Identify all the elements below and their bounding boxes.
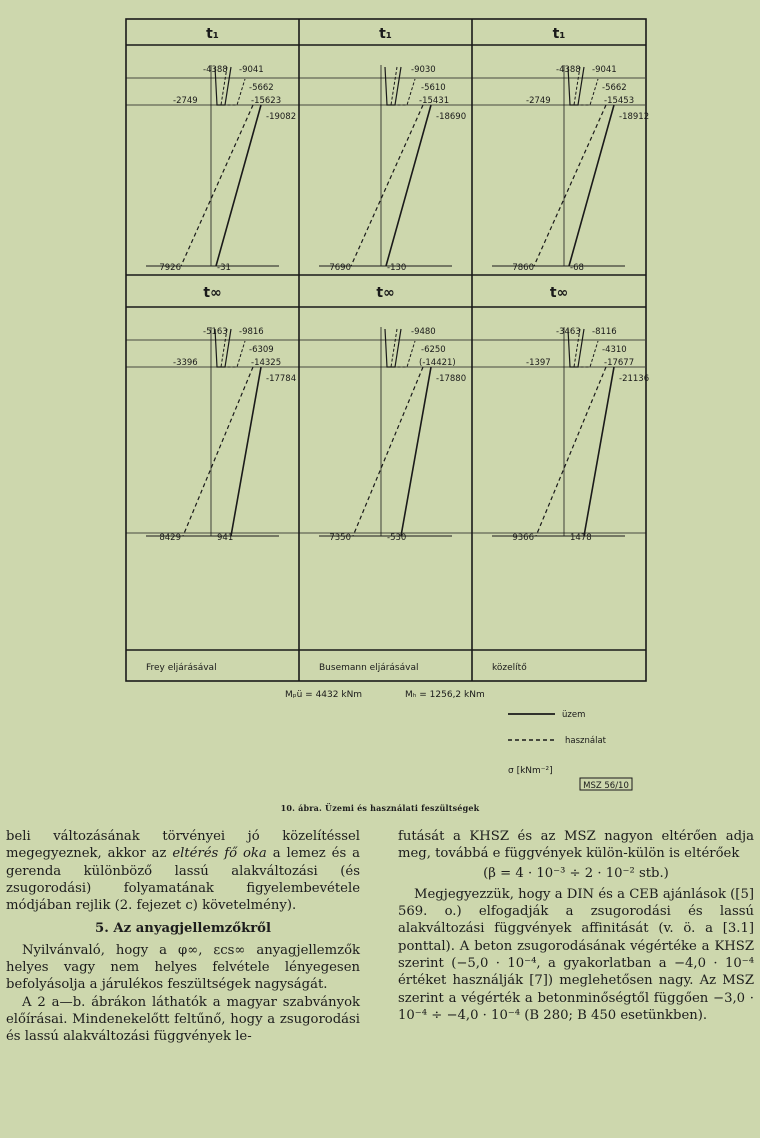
stress-value-label: -21136 bbox=[619, 374, 650, 384]
stress-value-label: -4310 bbox=[602, 345, 627, 355]
legend-label: használat bbox=[565, 736, 606, 746]
beam-stress-solid bbox=[231, 367, 261, 536]
stress-value-label: -19082 bbox=[266, 112, 297, 122]
stress-value-label: -15431 bbox=[419, 96, 450, 106]
stress-value-label: -5163 bbox=[203, 327, 228, 337]
stress-value-label: -6309 bbox=[249, 345, 274, 355]
stress-value-label: -9816 bbox=[239, 327, 264, 337]
panel-header: t∞ bbox=[549, 285, 569, 301]
base-stress-label: 8429 bbox=[159, 533, 181, 543]
beam-stress-solid bbox=[386, 105, 431, 266]
method-label: közelítő bbox=[492, 663, 527, 673]
method-label: Busemann eljárásával bbox=[319, 663, 419, 673]
stress-value-label: -15453 bbox=[604, 96, 635, 106]
base-stress-label: 7860 bbox=[512, 263, 534, 273]
beam-stress-solid bbox=[569, 105, 614, 266]
panels bbox=[126, 65, 649, 543]
stress-value-label: -8116 bbox=[592, 327, 617, 337]
paragraph: Nyilvánvaló, hogy a φ∞, εcs∞ anyagjellemzők helyes vagy nem helyes felvétele lényegesen befolyásolja a járulékos feszültségek nagyságát. bbox=[6, 942, 360, 993]
stress-value-label: -14325 bbox=[251, 358, 282, 368]
stress-value-label: -6250 bbox=[421, 345, 446, 355]
stress-value-label: -4388 bbox=[203, 65, 228, 75]
panel-header: t₁ bbox=[552, 26, 566, 42]
figure-footer bbox=[146, 663, 632, 791]
stress-panel bbox=[126, 327, 299, 543]
stress-panel bbox=[472, 65, 649, 273]
beam-stress-dashed bbox=[534, 105, 606, 266]
stress-value-label: -5662 bbox=[602, 83, 627, 93]
stress-value-label: -9041 bbox=[592, 65, 617, 75]
text-column-left bbox=[6, 828, 360, 1046]
stamp-label: MSZ 56/10 bbox=[583, 781, 629, 791]
stress-panel bbox=[299, 327, 472, 543]
stress-value-label: -9030 bbox=[411, 65, 436, 75]
beam-stress-dashed bbox=[353, 367, 423, 536]
stress-value-label: -15623 bbox=[251, 96, 282, 106]
legend-label: σ [kNm⁻²] bbox=[508, 766, 553, 776]
base-stress-label: 7350 bbox=[329, 533, 351, 543]
beam-stress-dashed bbox=[183, 367, 253, 536]
panel-header: t∞ bbox=[203, 285, 222, 301]
base-stress-label: 9366 bbox=[512, 533, 534, 543]
base-stress-label: 1478 bbox=[570, 533, 592, 543]
stress-value-label: -18690 bbox=[436, 112, 467, 122]
beam-stress-solid bbox=[584, 367, 614, 536]
stress-value-label: -4388 bbox=[556, 65, 581, 75]
moment-label: Mₚü = 4432 kNm bbox=[285, 690, 363, 700]
stress-value-label: (-14421) bbox=[419, 358, 456, 368]
panel-header: t₁ bbox=[379, 26, 392, 42]
slab-stress-solid bbox=[385, 67, 401, 105]
stress-panel bbox=[472, 327, 649, 543]
panel-header: t∞ bbox=[376, 285, 395, 301]
base-stress-label: -130 bbox=[387, 263, 407, 273]
moment-label: Mₕ = 1256,2 kNm bbox=[405, 690, 485, 700]
method-label: Frey eljárásával bbox=[146, 663, 217, 673]
beam-stress-solid bbox=[216, 105, 261, 266]
stress-panel bbox=[126, 65, 299, 273]
stress-value-label: -9041 bbox=[239, 65, 264, 75]
stress-value-label: -5610 bbox=[421, 83, 446, 93]
paragraph: futását a KHSZ és az MSZ nagyon eltérően adja meg, továbbá e függvények külön-külön is eltérőek bbox=[398, 829, 754, 862]
paragraph: A 2 a—b. ábrákon láthatók a magyar szabványok előírásai. Mindenekelőtt feltűnő, hogy a zsugorodási és lassú alakváltozási függvények le- bbox=[6, 994, 360, 1045]
stress-value-label: -5662 bbox=[249, 83, 274, 93]
text-column-right bbox=[398, 828, 754, 1024]
stress-value-label: -2749 bbox=[173, 96, 198, 106]
paragraph: beli változásának törvényei jó közelítéssel megegyeznek, akkor az eltérés fő oka a lemez és a gerenda különböző lassú alakváltozási (és zsugorodási) folyamatának figyelembevétele módjában rejlik (2. fejezet c) követelmény). bbox=[6, 829, 361, 914]
stress-value-label: -17677 bbox=[604, 358, 635, 368]
stress-value-label: -2749 bbox=[526, 96, 551, 106]
stress-value-label: -3463 bbox=[556, 327, 581, 337]
legend-label: üzem bbox=[562, 710, 586, 720]
paragraph: Megjegyezzük, hogy a DIN és a CEB ajánlások ([5] 569. o.) elfogadják a zsugorodási és lassú alakváltozási függvények affinitását (v. ö. a [3.1] ponttal). A beton zsugorodásának végértéke a KHSZ szerint (−5,0 · 10⁻⁴, a gyakorlatban a −4,0 · 10⁻⁴ értéket használják [7]) meglehetősen nagy. Az MSZ szerint a végérték a betonminőségtől függően −3,0 · 10⁻⁴ ÷ −4,0 · 10⁻⁴ (B 280; B 450 esetünkben). bbox=[398, 886, 754, 1023]
base-stress-label: 7926 bbox=[159, 263, 181, 273]
figure-caption: 10. ábra. Üzemi és használati feszültségek bbox=[280, 803, 480, 813]
beam-stress-dashed bbox=[181, 105, 253, 266]
base-stress-label: -31 bbox=[217, 263, 231, 273]
stress-panel bbox=[299, 65, 472, 273]
base-stress-label: 941 bbox=[217, 533, 234, 543]
base-stress-label: -68 bbox=[570, 263, 584, 273]
stress-value-label: -18912 bbox=[619, 112, 650, 122]
base-stress-label: 7690 bbox=[329, 263, 351, 273]
beam-stress-solid bbox=[401, 367, 431, 536]
beam-stress-dashed bbox=[351, 105, 423, 266]
stress-value-label: -1397 bbox=[526, 358, 551, 368]
base-stress-label: -530 bbox=[387, 533, 407, 543]
panel-header: t₁ bbox=[206, 26, 219, 42]
stress-value-label: -17784 bbox=[266, 374, 297, 384]
beam-stress-dashed bbox=[536, 367, 606, 536]
section-heading: 5. Az anyagjellemzőkről bbox=[95, 921, 271, 937]
slab-stress-solid bbox=[385, 329, 401, 367]
stress-value-label: -17880 bbox=[436, 374, 467, 384]
formula: (β = 4 · 10⁻³ ÷ 2 · 10⁻² stb.) bbox=[483, 865, 669, 881]
stress-value-label: -3396 bbox=[173, 358, 198, 368]
stress-value-label: -9480 bbox=[411, 327, 436, 337]
